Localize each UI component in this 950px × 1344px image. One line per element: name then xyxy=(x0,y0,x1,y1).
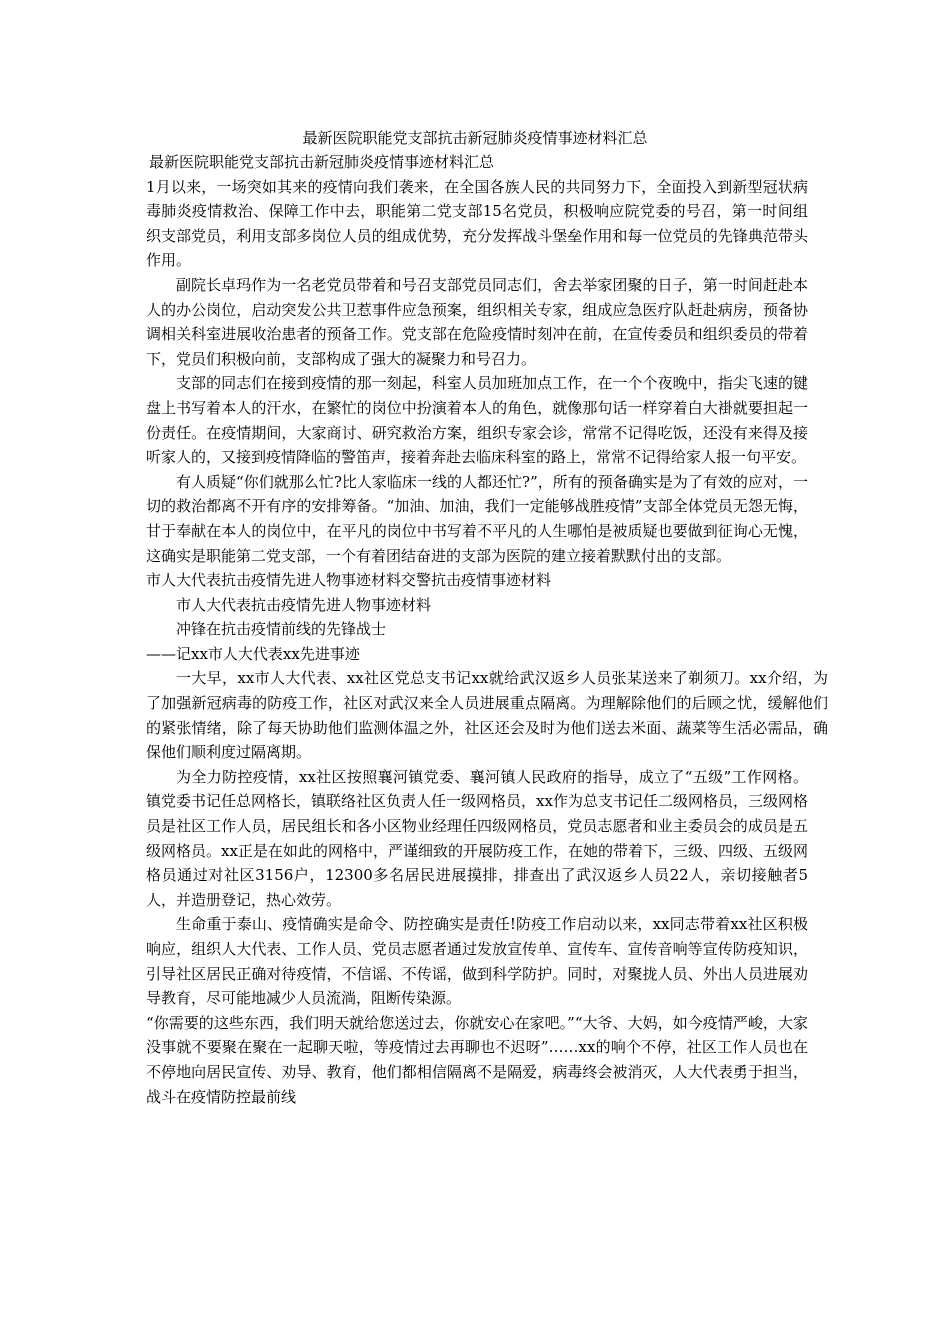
paragraph: 副院长卓玛作为一名老党员带着和号召支部党员同志们，舍去举家团聚的日子，第一时间赶赴本人的办公岗位，启动突发公共卫惹事件应急预案，组织相关专家，组成应急医疗队赶赴病房，预备协调相关科室进展收治患者的预备工作。党支部在危险疫情时刻冲在前，在宣传委员和组织委员的带着下，党员们积极向前，支部构成了强大的凝聚力和号召力。 xyxy=(146,275,808,368)
paragraph: 为全力防控疫情，xx社区按照襄河镇党委、襄河镇人民政府的指导，成立了“五级”工作网格。镇党委书记任总网格长，镇联络社区负责人任一级网格员，xx作为总支书记任二级网格员，三级网格员是社区工作人员，居民组长和各小区物业经理任四级网格员，党员志愿者和业主委员会的成员是五级网格员。xx正是在如此的网格中，严谨细致的开展防疫工作，在她的带着下，三级、四级、五级网格员通过对社区3156户，12300多名居民进展摸排，排查出了武汉返乡人员22人，亲切接触者5人，并造册登记，热心效劳。 xyxy=(146,767,808,909)
document-body xyxy=(146,150,828,1109)
paragraph-intro: 1月以来，一场突如其来的疫情向我们袭来，在全国各族人民的共同努力下，全面投入到新型冠状病毒肺炎疫情救治、保障工作中去，职能第二党支部15名党员，积极响应院党委的号召，第一时间组织支部党员，利用支部多岗位人员的组成优势，充分发挥战斗堡垒作用和每一位党员的先锋典范带头作用。 xyxy=(146,177,808,270)
paragraph: 有人质疑“你们就那么忙?比人家临床一线的人都还忙?”，所有的预备确实是为了有效的应对，一切的救治都离不开有序的安排筹备。“加油、加油，我们一定能够战胜疫情”支部全体党员无怨无悔，甘于奉献在本人的岗位中，在平凡的岗位中书写着不平凡的人生哪怕是被质疑也要做到征询心无愧，这确实是职能第二党支部，一个有着团结奋进的支部为医院的建立接着默默付出的支部。 xyxy=(146,472,808,565)
paragraph: 一大早，xx市人大代表、xx社区党总支书记xx就给武汉返乡人员张某送来了剃须刀。xx介绍，为了加强新冠病毒的防疫工作，社区对武汉来全人员进展重点隔离。为理解除他们的后顾之忧，缓解他们的紧张情绪，除了每天协助他们监测体温之外，社区还会及时为他们送去米面、蔬菜等生活必需品，确保他们顺利度过隔离期。 xyxy=(146,669,828,762)
section-heading: 市人大代表抗击疫情先进人物事迹材料交警抗击疫情事迹材料 xyxy=(146,571,552,590)
document-title: 最新医院职能党支部抗击新冠肺炎疫情事迹材料汇总 xyxy=(302,129,648,147)
document-subtitle: 最新医院职能党支部抗击新冠肺炎疫情事迹材料汇总 xyxy=(149,153,495,171)
article-title: 冲锋在抗击疫情前线的先锋战士 xyxy=(176,620,387,639)
paragraph: “你需要的这些东西，我们明天就给您送过去，你就安心在家吧。”“大爷、大妈，如今疫情严峻，大家没事就不要聚在聚在一起聊天啦，等疫情过去再聊也不迟呀”……xx的响个不停，社区工作人员也在不停地向居民宣传、劝导、教育，他们都相信隔离不是隔爱，病毒终会被消灭，人大代表勇于担当，战斗在疫情防控最前线 xyxy=(146,1013,808,1106)
paragraph: 支部的同志们在接到疫情的那一刻起，科室人员加班加点工作，在一个个夜晚中，指尖飞速的键盘上书写着本人的汗水，在繁忙的岗位中扮演着本人的角色，就像那句话一样穿着白大褂就要担起一份责任。在疫情期间，大家商讨、研究救治方案，组织专家会诊，常常不记得吃饭，还没有来得及接听家人的，又接到疫情降临的警笛声，接着奔赴去临床科室的路上，常常不记得给家人报一句平安。 xyxy=(146,374,808,467)
section-subheading: 市人大代表抗击疫情先进人物事迹材料 xyxy=(176,595,432,614)
article-byline: ——记xx市人大代表xx先进事迹 xyxy=(146,644,360,663)
paragraph: 生命重于泰山、疫情确实是命令、防控确实是责任!防疫工作启动以来，xx同志带着xx社区积极响应，组织人大代表、工作人员、党员志愿者通过发放宣传单、宣传车、宣传音响等宣传防疫知识，引导社区居民正确对待疫情，不信谣、不传谣，做到科学防护。同时，对聚拢人员、外出人员进展劝导教育，尽可能地减少人员流淌，阻断传染源。 xyxy=(146,915,808,1008)
